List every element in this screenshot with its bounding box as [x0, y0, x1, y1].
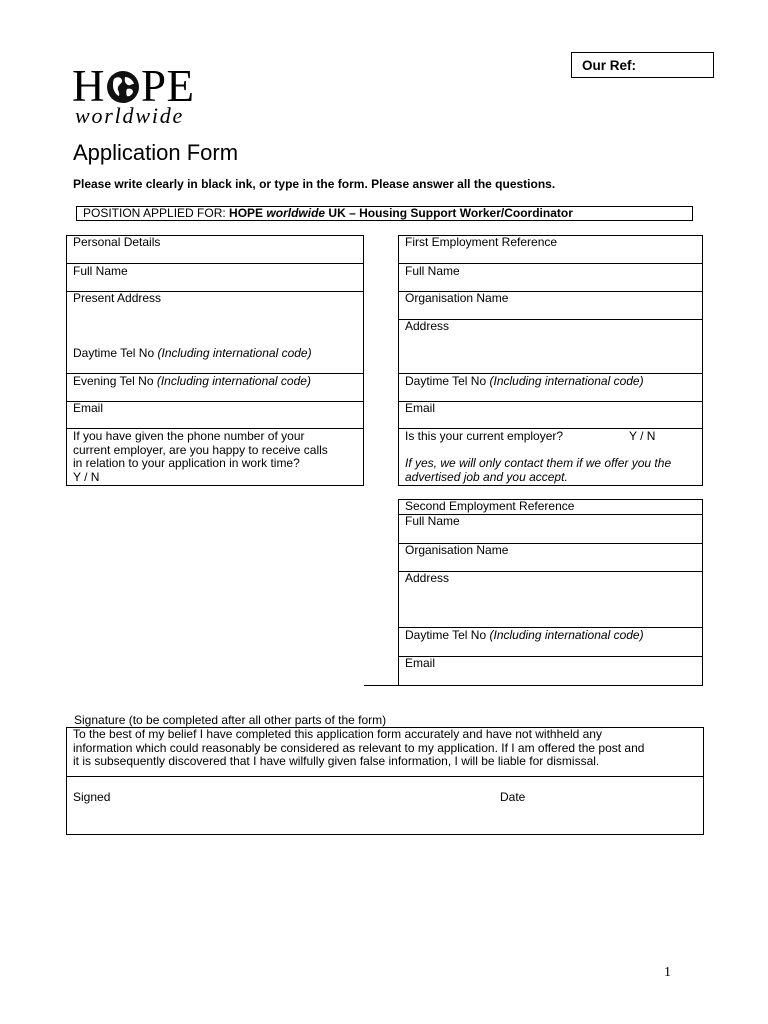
current-employer-yes-no[interactable]: Y / N — [629, 429, 656, 443]
work-calls-line: current employer, are you happy to receive calls — [73, 442, 328, 457]
evening-tel-note: (Including international code) — [156, 374, 311, 388]
present-address-field[interactable]: Present Address — [73, 291, 162, 305]
second-reference-heading: Second Employment Reference — [405, 499, 575, 513]
ref2-daytime-tel-label: Daytime Tel No — [405, 628, 487, 642]
current-employer-note — [405, 457, 671, 484]
globe-icon — [106, 70, 140, 104]
ref2-organisation-field[interactable]: Organisation Name — [405, 543, 509, 557]
evening-tel-field[interactable] — [73, 375, 311, 389]
first-reference-heading: First Employment Reference — [405, 235, 558, 249]
ref1-daytime-tel-note: (Including international code) — [489, 374, 644, 388]
note-line: If yes, we will only contact them if we offer you the — [405, 456, 672, 470]
position-title: UK – Housing Support Worker/Coordinator — [325, 206, 573, 220]
position-prefix: POSITION APPLIED FOR: — [83, 206, 230, 220]
ref1-daytime-tel-field[interactable] — [405, 375, 644, 389]
declaration-line: information which could reasonably be considered as relevant to my application. If I am offered the post and — [73, 740, 645, 755]
personal-email-field[interactable]: Email — [73, 401, 104, 415]
ref1-organisation-field[interactable]: Organisation Name — [405, 291, 509, 305]
signed-field[interactable]: Signed — [73, 790, 111, 804]
ref2-daytime-tel-field[interactable] — [405, 629, 644, 643]
evening-tel-label: Evening Tel No — [73, 374, 154, 388]
ref2-full-name-field[interactable]: Full Name — [405, 514, 460, 528]
ref1-daytime-tel-label: Daytime Tel No — [405, 374, 487, 388]
work-calls-line: in relation to your application in work time? — [73, 456, 300, 470]
ref2-address-field[interactable]: Address — [405, 571, 450, 585]
page-title: Application Form — [73, 140, 239, 165]
work-calls-question[interactable] — [73, 430, 363, 484]
work-calls-yes-no[interactable]: Y / N — [73, 469, 100, 484]
our-ref-label: Our Ref: — [582, 58, 636, 73]
table-bottom-line — [364, 685, 399, 686]
our-ref-box[interactable] — [571, 52, 714, 78]
position-applied-for — [76, 206, 693, 221]
personal-full-name-field[interactable]: Full Name — [73, 264, 128, 278]
row-divider — [398, 401, 703, 402]
row-divider — [66, 401, 364, 402]
declaration-line: it is subsequently discovered that I have wilfully given false information, I will be liable for dismissal. — [73, 754, 600, 768]
form-instruction: Please write clearly in black ink, or type in the form. Please answer all the questions. — [73, 177, 556, 191]
declaration-text — [73, 728, 701, 769]
personal-details-heading: Personal Details — [73, 235, 161, 249]
hope-logo: H PE — [72, 61, 195, 111]
work-calls-line: If you have given the phone number of your — [73, 429, 305, 443]
signature-heading: Signature (to be completed after all other parts of the form) — [74, 713, 387, 727]
declaration-line: To the best of my belief I have completed this application form accurately and have not withheld any — [73, 727, 602, 741]
daytime-tel-label: Daytime Tel No — [73, 346, 155, 360]
logo-worldwide: worldwide — [75, 103, 185, 128]
daytime-tel-note: (Including international code) — [157, 346, 312, 360]
row-divider — [66, 776, 704, 777]
ref2-daytime-tel-note: (Including international code) — [489, 628, 644, 642]
position-org-italic: worldwide — [266, 206, 326, 220]
row-divider — [398, 656, 703, 657]
ref1-email-field[interactable]: Email — [405, 401, 436, 415]
current-employer-question: Is this your current employer? — [405, 429, 564, 443]
date-field[interactable]: Date — [500, 790, 526, 804]
ref1-full-name-field[interactable]: Full Name — [405, 264, 460, 278]
ref1-address-field[interactable]: Address — [405, 319, 450, 333]
note-line: advertised job and you accept. — [405, 469, 568, 484]
page-number: 1 — [664, 965, 671, 980]
personal-daytime-tel-field[interactable] — [73, 347, 312, 361]
position-org: HOPE — [229, 206, 264, 220]
ref2-email-field[interactable]: Email — [405, 656, 436, 670]
